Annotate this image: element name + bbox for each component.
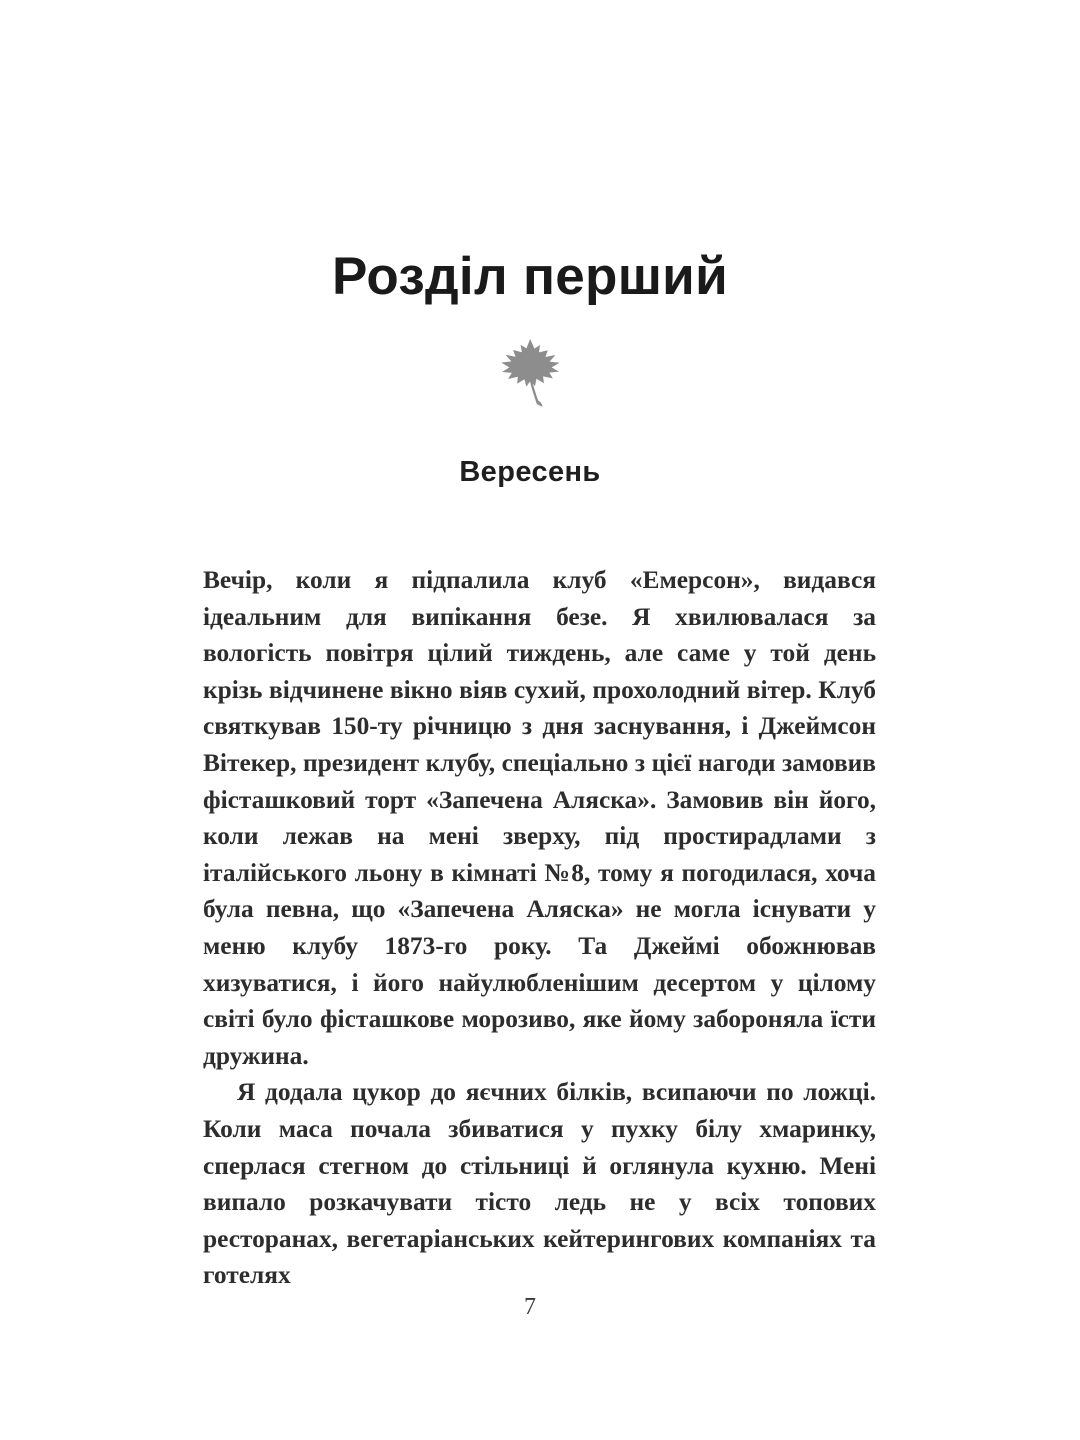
month-heading xyxy=(0,456,1060,489)
chapter-heading xyxy=(0,248,1060,305)
ornament-container xyxy=(0,336,1060,410)
maple-leaf-icon xyxy=(497,397,563,414)
body-paragraph-2: Я додала цукор до яєчних білків, всипаючи по ложці. Коли маса почала збиватися у пухку білу хмаринку, сперлася стегном до стільниці й оглянула кухню. Мені випало розкачувати тісто ледь не у всіх топових ресторанах, вегетаріанських кейтерингових компаніях та готелях xyxy=(203,1078,876,1290)
body-text-column xyxy=(203,562,876,1294)
page-title: Розділ перший xyxy=(332,247,728,306)
chapter-subtitle: Вересень xyxy=(459,456,601,488)
page-number: 7 xyxy=(524,1294,536,1320)
folio xyxy=(0,1294,1060,1321)
body-paragraph-1: Вечір, коли я підпалила клуб «Емерсон», видався ідеальним для випікання безе. Я хвилювалася за вологість повітря цілий тиждень, але саме у той день крізь відчинене вікно віяв сухий, прохолодний вітер. Клуб святкував 150-ту річницю з дня заснування, і Джеймсон Вітекер, президент клубу, спеціально з цієї нагоди замовив фісташковий торт «Запечена Аляска». Замовив він його, коли лежав на мені зверху, під простирадлами з італійського льону в кімнаті №8, тому я погодилася, хоча була певна, що «Запечена Аляска» не могла існувати у меню клубу 1873-го року. Та Джеймі обожнював хизуватися, і його найулюбленішим десертом у цілому світі було фісташкове морозиво, яке йому забороняла їсти дружина. xyxy=(203,566,876,1070)
